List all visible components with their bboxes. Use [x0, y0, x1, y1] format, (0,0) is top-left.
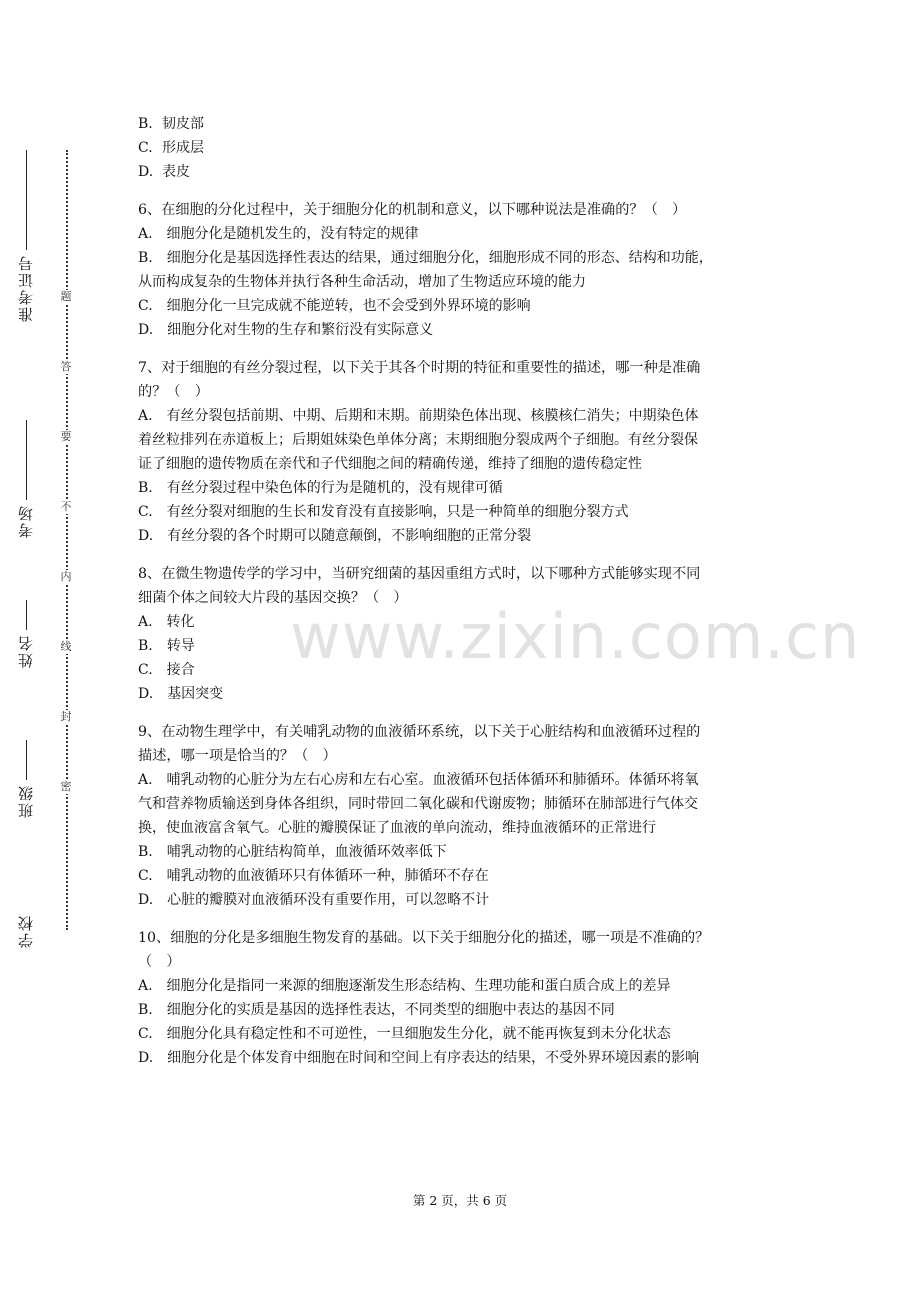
option-text-line: B. 转导	[138, 638, 195, 654]
option-text-line: C. 哺乳动物的血液循环只有体循环一种，肺循环不存在	[138, 868, 489, 884]
name-label: 姓名	[17, 634, 35, 668]
seal-char: 题	[56, 290, 76, 304]
option-text-line: A. 细胞分化是随机发生的，没有特定的规律	[138, 226, 419, 242]
seal-char: 封	[56, 710, 76, 724]
school-field	[14, 910, 38, 948]
seal-char: 内	[56, 570, 76, 584]
option-item	[138, 974, 788, 998]
option-text-line: D. 细胞分化是个体发育中细胞在时间和空间上有序表达的结果，不受外界环境因素的影响	[138, 1050, 700, 1066]
school-label: 学校	[17, 914, 35, 948]
option-item	[138, 294, 788, 318]
question-block	[138, 926, 788, 1070]
option-item	[138, 318, 788, 342]
seal-char: 要	[56, 430, 76, 444]
option-text-line: A. 有丝分裂包括前期、中期、后期和末期。前期染色体出现、核膜核仁消失；中期染色体	[138, 408, 699, 424]
option-letter: B.	[138, 116, 153, 132]
option-item	[138, 500, 788, 524]
seal-char: 密	[56, 780, 76, 794]
exam-room-field	[14, 420, 38, 538]
question-block	[138, 356, 788, 548]
option-item	[138, 998, 788, 1022]
exam-number-label: 准考证号	[17, 254, 35, 322]
option-item	[138, 160, 788, 184]
question-title-line: 7、对于细胞的有丝分裂过程，以下关于其各个时期的特征和重要性的描述，哪一种是准确	[138, 360, 701, 376]
option-text-line: 证了细胞的遗传物质在亲代和子代细胞之间的精确传递，维持了细胞的遗传稳定性	[138, 456, 642, 472]
option-text-line: B. 有丝分裂过程中染色体的行为是随机的，没有规律可循	[138, 480, 503, 496]
seal-notice	[56, 150, 76, 930]
option-text-line: D. 心脏的瓣膜对血液循环没有重要作用，可以忽略不计	[138, 892, 490, 908]
option-text: 韧皮部	[162, 116, 204, 132]
option-item	[138, 246, 788, 294]
option-text-line: A. 转化	[138, 614, 195, 630]
option-text-line: C. 细胞分化一旦完成就不能逆转，也不会受到外界环境的影响	[138, 298, 531, 314]
option-letter: D.	[138, 164, 154, 180]
option-text-line: B. 细胞分化是基因选择性表达的结果，通过细胞分化，细胞形成不同的形态、结构和功能，	[138, 250, 713, 266]
option-item	[138, 112, 788, 136]
option-letter: C.	[138, 140, 153, 156]
seal-char: 答	[56, 360, 76, 374]
question-title-line: 细菌个体之间较大片段的基因交换？（ ）	[138, 590, 408, 606]
watermark: www.zixin.com.cn	[290, 600, 861, 673]
option-text-line: D. 有丝分裂的各个时期可以随意颠倒，不影响细胞的正常分裂	[138, 528, 532, 544]
carryover-options	[138, 112, 788, 184]
class-field	[14, 740, 38, 818]
option-item	[138, 768, 788, 840]
seal-char: 线	[56, 640, 76, 654]
exam-number-field	[14, 150, 38, 322]
option-text: 形成层	[162, 140, 204, 156]
option-text-line: A. 哺乳动物的心脏分为左右心房和左右心室。血液循环包括体循环和肺循环。体循环将氧	[138, 772, 699, 788]
option-item	[138, 476, 788, 500]
option-text-line: C. 细胞分化具有稳定性和不可逆性，一旦细胞发生分化，就不能再恢复到未分化状态	[138, 1026, 671, 1042]
binding-margin	[14, 150, 38, 950]
question-title-line: 10、细胞的分化是多细胞生物发育的基础。以下关于细胞分化的描述，哪一项是不准确的？	[138, 930, 710, 946]
option-text-line: B. 细胞分化的实质是基因的选择性表达，不同类型的细胞中表达的基因不同	[138, 1002, 615, 1018]
option-text: 表皮	[162, 164, 190, 180]
option-text-line: D. 基因突变	[138, 686, 224, 702]
option-text-line: C. 接合	[138, 662, 195, 678]
class-label: 班级	[17, 784, 35, 818]
option-text-line: A. 细胞分化是指同一来源的细胞逐渐发生形态结构、生理功能和蛋白质合成上的差异	[138, 978, 671, 994]
option-text-line: 从而构成复杂的生物体并执行各种生命活动，增加了生物适应环境的能力	[138, 274, 586, 290]
question-title-line: 9、在动物生理学中，有关哺乳动物的血液循环系统，以下关于心脏结构和血液循环过程的	[138, 724, 701, 740]
name-field	[14, 600, 38, 668]
option-item	[138, 404, 788, 476]
option-item	[138, 1046, 788, 1070]
option-text-line: 换，使血液富含氧气。心脏的瓣膜保证了血液的单向流动，维持血液循环的正常进行	[138, 820, 656, 836]
option-text-line: D. 细胞分化对生物的生存和繁衍没有实际意义	[138, 322, 434, 338]
question-title-line: 8、在微生物遗传学的学习中，当研究细菌的基因重组方式时，以下哪种方式能够实现不同	[138, 566, 701, 582]
question-title-line: 6、在细胞的分化过程中，关于细胞分化的机制和意义，以下哪种说法是准确的？（ ）	[138, 202, 687, 218]
option-text-line: B. 哺乳动物的心脏结构简单，血液循环效率低下	[138, 844, 447, 860]
question-title-line: （ ）	[138, 954, 181, 970]
seal-char: 不	[56, 500, 76, 514]
question-content	[138, 112, 788, 1070]
option-item	[138, 888, 788, 912]
option-item	[138, 222, 788, 246]
option-item	[138, 1022, 788, 1046]
question-title-line: 描述，哪一项是恰当的？（ ）	[138, 748, 337, 764]
option-item	[138, 864, 788, 888]
exam-room-label: 考场	[17, 504, 35, 538]
option-item	[138, 524, 788, 548]
option-text-line: 气和营养物质输送到身体各组织，同时带回二氧化碳和代谢废物；肺循环在肺部进行气体交	[138, 796, 698, 812]
option-item	[138, 682, 788, 706]
option-text-line: C. 有丝分裂对细胞的生长和发育没有直接影响，只是一种简单的细胞分裂方式	[138, 504, 629, 520]
option-item	[138, 840, 788, 864]
question-block	[138, 198, 788, 342]
option-text-line: 着丝粒排列在赤道板上；后期姐妹染色单体分离；末期细胞分裂成两个子细胞。有丝分裂保	[138, 432, 698, 448]
question-block	[138, 720, 788, 912]
option-item	[138, 136, 788, 160]
page-footer: 第 2 页，共 6 页	[412, 1193, 508, 1208]
question-title-line: 的？（ ）	[138, 384, 209, 400]
